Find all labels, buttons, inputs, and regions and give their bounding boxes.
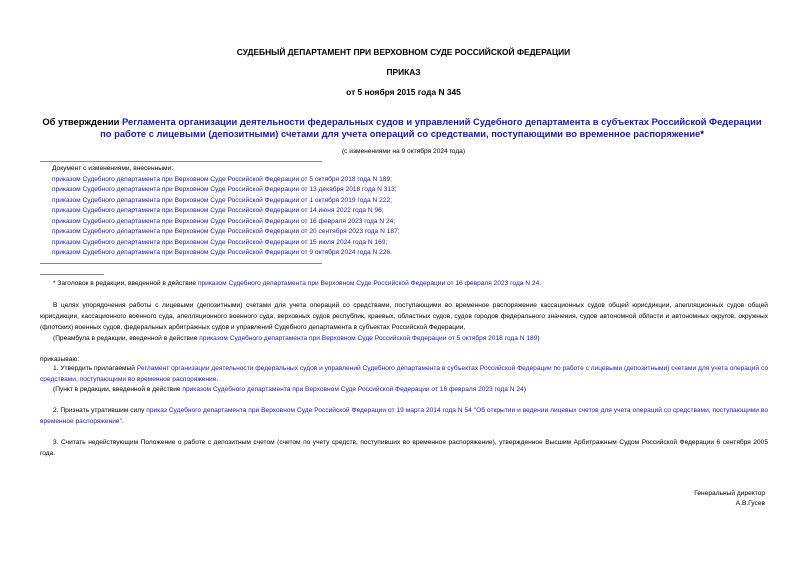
item-1-note-prefix: (Пункт в редакции, введенной в действие: [53, 386, 183, 393]
item-2-end: .: [121, 417, 124, 425]
footnote-link[interactable]: приказом Судебного департамента при Верховном Суде Российской Федерации от 16 февраля 2023 года N 24: [197, 280, 540, 287]
order-word: приказываю:: [40, 356, 80, 363]
signature-title: Генеральный директор: [694, 490, 765, 497]
doc-subject: [36, 116, 768, 140]
signature-name: А.В.Гусев: [735, 500, 765, 507]
doc-date-number: от 5 ноября 2015 года N 345: [346, 87, 461, 97]
divider-top: [40, 161, 322, 162]
subject-footnote-mark: *: [700, 128, 704, 139]
item-2-order-link[interactable]: приказ Судебного департамента при Верховном Суде Российской Федерации от 19 марта 2014 года N 54 "Об открытии и ведении лицевых счетов для учета операций со средствами, поступающими во временное распоряжение": [40, 407, 768, 425]
change-link[interactable]: приказом Судебного департамента при Верховном Суде Российской Федерации от 16 февраля 2023 года N 24;: [52, 217, 396, 225]
footnote: [40, 279, 768, 290]
preamble-note-link[interactable]: приказом Судебного департамента при Верховном Суде Российской Федерации от 5 октября 2018 года N 189: [199, 335, 538, 342]
change-link[interactable]: приказом Судебного департамента при Верховном Суде Российской Федерации от 5 октября 2018 года N 189;: [52, 175, 392, 183]
item-1-note-suffix: ): [523, 386, 526, 393]
changes-block: [52, 164, 452, 259]
footnote-text: * Заголовок в редакции, введенной в действие: [53, 280, 198, 287]
item-1-regulation-link[interactable]: Регламент организации деятельности федеральных судов и управлений Судебного департамента в субъектах Российской Федерации по работе с лицевыми (депозитными) счетами для учета операций со средствами, поступающими во временное распоряжение: [40, 365, 768, 383]
change-link[interactable]: приказом Судебного департамента при Верховном Суде Российской Федерации от 1 октября 2019 года N 222;: [52, 196, 392, 204]
item-1-note-link[interactable]: приказом Судебного департамента при Верховном Суде Российской Федерации от 16 февраля 2023 года N 24: [182, 386, 524, 393]
preamble-text: В целях упорядочения работы с лицевыми (депозитными) счетами для учета операций со средствами, поступающими во временное распоряжение кассационных судов общей юрисдикции, апелляционных судов общей юрисдикции, кассационного военного суда, апелляционного военного суда, верховных судов республик, краевых, областных судов, судов городов федерального значения, судов автономной области и автономных округов, окружных (флотских) военных судов, федеральных арбитражных судов и управлений Судебного департамента в субъектах Российской Федерации,: [40, 302, 768, 331]
change-link[interactable]: приказом Судебного департамента при Верховном Суде Российской Федерации от 13 декабря 2018 года N 313;: [52, 186, 397, 193]
item-1-end: .: [216, 375, 219, 383]
changes-intro: Документ с изменениями, внесенными:: [52, 165, 174, 172]
item-3: 3. Считать недействующим Положение о работе с депозитным счетом (счетом по учету средств, поступивших во временное распоряжение), утвержденное Высшим Арбитражным Судом Российской Федерации 6 сентября 2005 года.: [40, 439, 768, 457]
preamble-note: [40, 334, 768, 345]
change-link[interactable]: приказом Судебного департамента при Верховном Суде Российской Федерации от 9 октября 2024 года N 226.: [52, 249, 392, 256]
item-1-note: [40, 385, 768, 396]
revision-note: (с изменениями на 9 октября 2024 года): [341, 148, 466, 155]
item-1-text: 1. Утвердить прилагаемый: [53, 365, 137, 372]
org-title: СУДЕБНЫЙ ДЕПАРТАМЕНТ ПРИ ВЕРХОВНОМ СУДЕ РОССИЙСКОЙ ФЕДЕРАЦИИ: [236, 47, 571, 57]
item-1: [40, 364, 768, 386]
item-2-text: 2. Признать утратившим силу: [53, 407, 147, 414]
subject-prefix: Об утверждении: [42, 116, 122, 127]
divider-bottom: [40, 263, 322, 264]
signature: [694, 489, 765, 509]
preamble-note-prefix: (Преамбула в редакции, введенной в действие: [53, 335, 200, 342]
change-link[interactable]: приказом Судебного департамента при Верховном Суде Российской Федерации от 14 июня 2022 года N 96;: [52, 207, 384, 214]
change-link[interactable]: приказом Судебного департамента при Верховном Суде Российской Федерации от 15 июля 2024 года N 169;: [52, 238, 388, 246]
preamble-note-suffix: ): [537, 335, 540, 342]
item-2: [40, 406, 768, 428]
footnote-end: .: [539, 280, 542, 287]
change-link[interactable]: приказом Судебного департамента при Верховном Суде Российской Федерации от 20 сентября 2023 года N 187;: [52, 228, 400, 235]
doc-type: ПРИКАЗ: [386, 67, 421, 77]
footnote-divider: [40, 274, 104, 275]
subject-regulation-link[interactable]: Регламента организации деятельности федеральных судов и управлений Судебного департамента в субъектах Российской Федерации по работе с лицевыми (депозитными) счетами для учета операций со средствами, поступающими во временное распоряжение: [100, 116, 762, 139]
